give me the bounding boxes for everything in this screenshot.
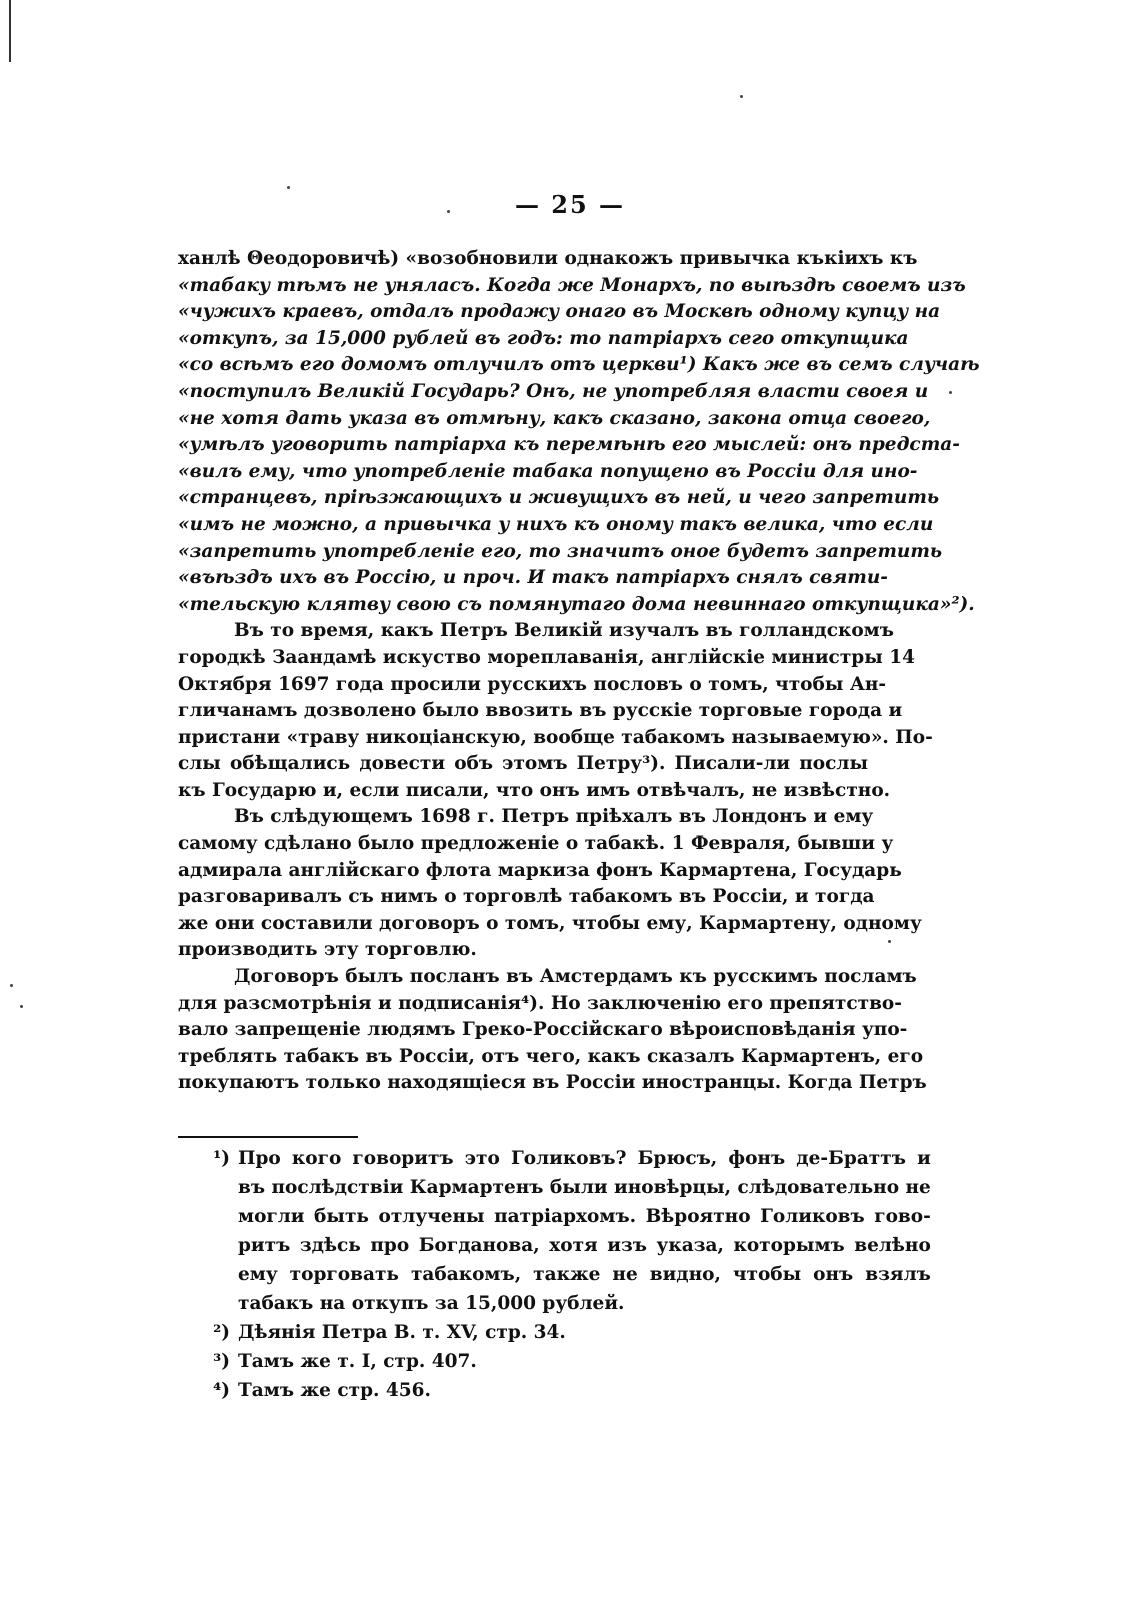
- text-line: ханлѣ Θеодоровичѣ) «возобновили однакожъ привычка къкіихъ къ: [178, 248, 918, 269]
- text-line: «поступилъ Великій Государь? Онъ, не употребляя власти своея и: [178, 380, 929, 402]
- text-line: же они составили договоръ о томъ, чтобы ему, Кармартену, одному: [178, 912, 922, 934]
- text-line: покупаютъ только находящіеся въ Россіи иностранцы. Когда Петръ: [178, 1072, 927, 1094]
- text-line: для разсмотрѣнія и подписанія⁴). Но заключенію его препятство-: [178, 992, 902, 1014]
- text-line: вало запрещеніе людямъ Греко-Россійскаго вѣроисповѣданія упо-: [178, 1019, 908, 1041]
- text-line: Договоръ былъ посланъ въ Амстердамъ къ русскимъ посламъ: [234, 966, 917, 988]
- footnote-mark: ³): [213, 1351, 230, 1372]
- footnote-line: въ послѣдствіи Кармартенъ были иновѣрцы, слѣдовательно не: [238, 1177, 931, 1198]
- text-line: производить эту торговлю.: [178, 939, 477, 961]
- footnote-line: Дѣянія Петра В. т. XV, стр. 34.: [238, 1322, 566, 1343]
- text-line: «умѣлъ уговорить патріарха къ перемѣнѣ его мыслей: онъ предста-: [178, 434, 960, 456]
- text-line: гличанамъ дозволено было ввозить въ русскіе торговые города и: [178, 700, 903, 722]
- text-line: разговаривалъ съ нимъ о торговлѣ табакомъ въ Россіи, и тогда: [178, 886, 875, 908]
- footnote-line: ритъ здѣсь про Богданова, хотя изъ указа, которымъ велѣно: [238, 1235, 931, 1256]
- text-line: «табаку тѣмъ не уняласъ. Когда же Монархъ, по выѣздѣ своемъ изъ: [178, 274, 966, 296]
- footnote-line: Про кого говоритъ это Голиковъ? Брюсъ, фонъ де-Браттъ и: [238, 1148, 931, 1169]
- footnote-mark: ⁴): [213, 1380, 230, 1401]
- scan-speck: [20, 1005, 23, 1008]
- page-number: — 25 —: [514, 190, 626, 219]
- footnote-line: табакъ на откупъ за 15,000 рублей.: [238, 1293, 625, 1314]
- main-text: [178, 246, 980, 1097]
- footnote-body: [238, 1347, 868, 1376]
- text-line: «имъ не можно, а привычка у нихъ къ оному такъ велика, что если: [178, 513, 934, 535]
- footnote-body: [238, 1144, 931, 1318]
- text-line: «странцевъ, пріѣзжающихъ и живущихъ въ ней, и чего запретить: [178, 487, 940, 509]
- text-line: городкѣ Заандамѣ искуство мореплаванія, англійскіе министры 14: [178, 646, 915, 668]
- text-line: «откупъ, за 15,000 рублей въ годъ: то патріархъ сего откупщика: [178, 327, 909, 349]
- text-line: Октября 1697 года просили русскихъ пословъ о томъ, чтобы Ан-: [178, 673, 887, 695]
- footnote-list: [178, 1144, 931, 1405]
- footnote-body: [238, 1318, 868, 1347]
- text-line: «не хотя дать указа въ отмѣну, какъ сказано, закона отца своего,: [178, 407, 931, 429]
- text-line: «чужихъ краевъ, отдалъ продажу онаго въ Москвѣ одному купцу на: [178, 301, 941, 323]
- scan-speck: [10, 984, 13, 987]
- footnotes: [178, 1136, 931, 1405]
- text-line: слы обѣщались довести объ этомъ Петру³). Писали-ли послы: [178, 753, 868, 775]
- text-line: къ Государю и, если писали, что онъ имъ отвѣчалъ, не извѣстно.: [178, 779, 891, 801]
- text-line: адмирала англійскаго флота маркиза фонъ Кармартена, Государь: [178, 859, 902, 881]
- text-line: «запретить употребленіе его, то значитъ оное будетъ запретить: [178, 540, 943, 562]
- text-line: «въѣздъ ихъ въ Россію, и проч. И такъ патріархъ снялъ святи-: [178, 567, 888, 589]
- footnote: [178, 1144, 931, 1318]
- scan-speck: [740, 95, 743, 98]
- text-line: пристани «траву никоціанскую, вообще табакомъ называемую». По-: [178, 726, 933, 748]
- text-line: «тельскую клятву свою съ помянутаго дома невиннаго откупщика»²).: [178, 593, 975, 615]
- text-line: «вилъ ему, что употребленіе табака попущено въ Россіи для ино-: [178, 460, 918, 482]
- text-line: Въ то время, какъ Петръ Великій изучалъ въ голландскомъ: [234, 620, 894, 642]
- footnote-mark: ¹): [213, 1148, 230, 1169]
- scan-speck: [888, 940, 891, 943]
- footnote: [178, 1347, 868, 1376]
- footnote: [178, 1318, 868, 1347]
- footnote-line: Тамъ же стр. 456.: [238, 1380, 431, 1401]
- text-line: Въ слѣдующемъ 1698 г. Петръ пріѣхалъ въ Лондонъ и ему: [234, 806, 874, 828]
- text-line: самому сдѣлано было предложеніе о табакѣ. 1 Февраля, бывши у: [178, 833, 894, 855]
- footnote: [178, 1376, 868, 1405]
- scan-speck: [447, 210, 450, 213]
- footnote-line: могли быть отлучены патріархомъ. Вѣроятно Голиковъ гово-: [238, 1206, 931, 1227]
- scan-edge-line: [9, 0, 11, 62]
- footnote-body: [238, 1376, 868, 1405]
- footnote-line: ему торговать табакомъ, также не видно, чтобы онъ взялъ: [238, 1264, 931, 1285]
- text-line: треблять табакъ въ Россіи, отъ чего, какъ сказалъ Кармартенъ, его: [178, 1045, 924, 1067]
- footnote-mark: ²): [213, 1322, 230, 1343]
- scan-speck: [287, 186, 290, 189]
- scan-speck: [949, 391, 952, 394]
- text-line: «со всѣмъ его домомъ отлучилъ отъ церкви¹) Какъ же въ семъ случаѣ: [178, 354, 980, 376]
- footnote-rule: [178, 1136, 358, 1138]
- footnote-line: Тамъ же т. I, стр. 407.: [238, 1351, 477, 1372]
